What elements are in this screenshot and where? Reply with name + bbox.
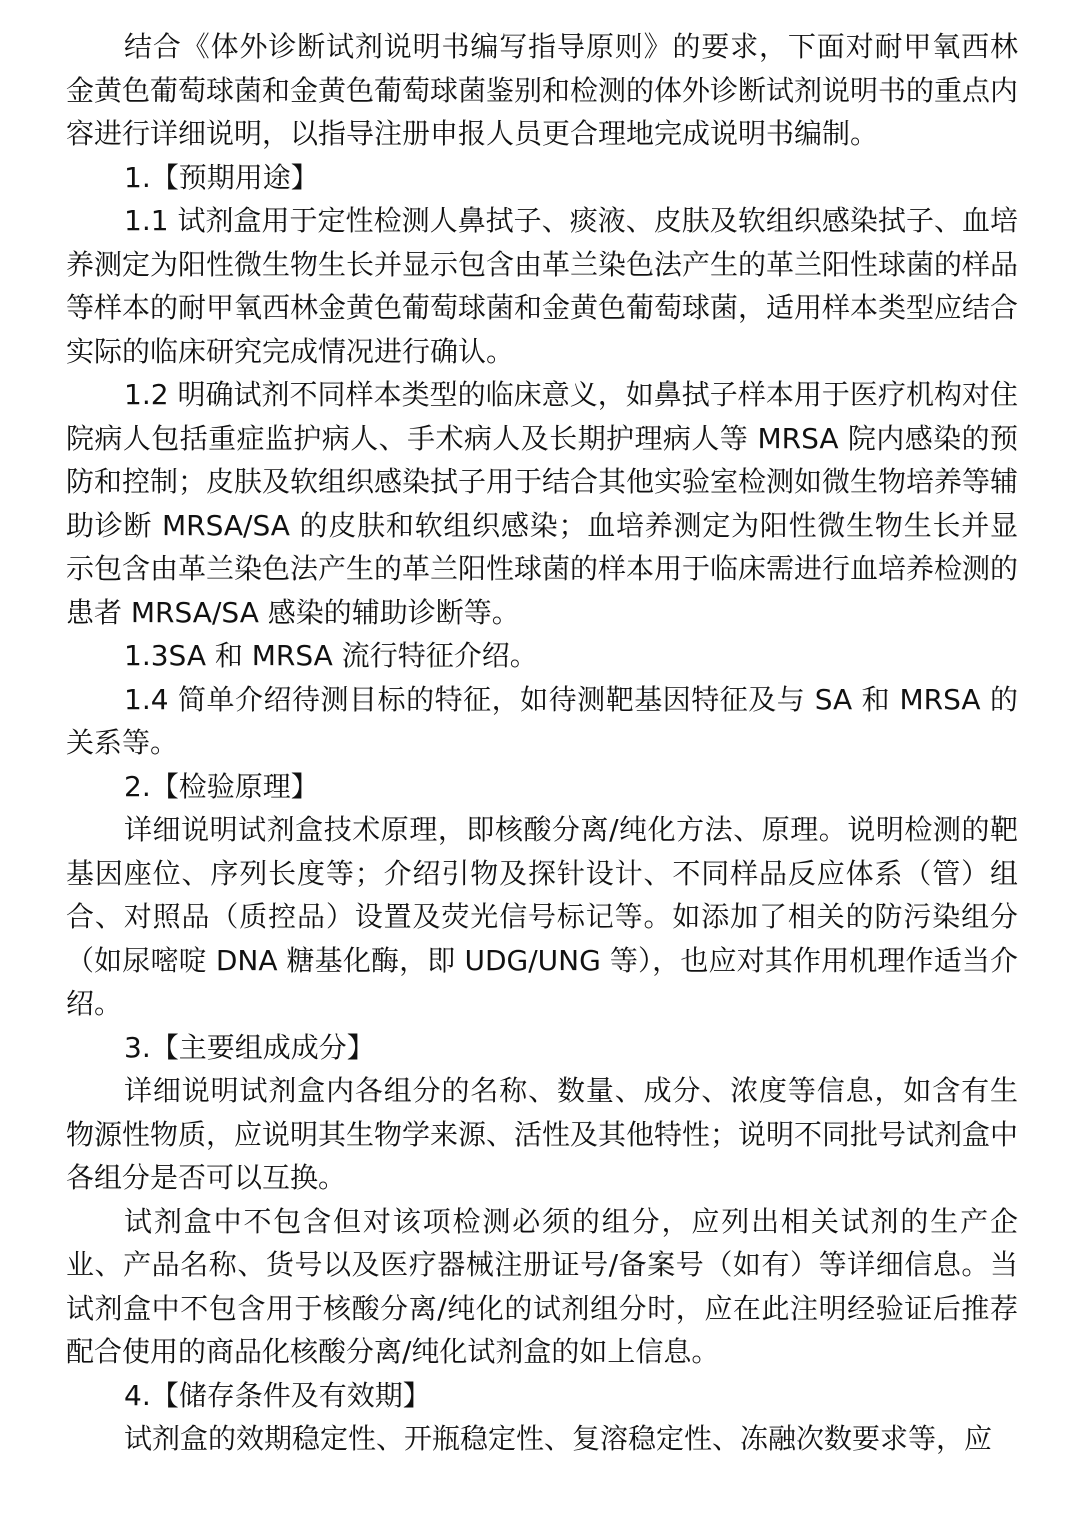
paragraph-1-1: 1.1 试剂盒用于定性检测人鼻拭子、痰液、皮肤及软组织感染拭子、血培养测定为阳性微生物生长并显示包含由革兰染色法产生的革兰阳性球菌的样品等样本的耐甲氧西林金黄色葡萄球菌和金黄色葡萄球菌，适用样本类型应结合实际的临床研究完成情况进行确认。 bbox=[66, 204, 1019, 368]
intro-paragraph: 结合《体外诊断试剂说明书编写指导原则》的要求，下面对耐甲氧西林金黄色葡萄球菌和金黄色葡萄球菌鉴别和检测的体外诊断试剂说明书的重点内容进行详细说明，以指导注册申报人员更合理地完成说明书编制。 bbox=[66, 30, 1019, 150]
paragraph-1-2: 1.2 明确试剂不同样本类型的临床意义，如鼻拭子样本用于医疗机构对住院病人包括重症监护病人、手术病人及长期护理病人等 MRSA 院内感染的预防和控制；皮肤及软组织感染拭子用于结合其他实验室检测如微生物培养等辅助诊断 MRSA/SA 的皮肤和软组织感染；血培养测定为阳性微生物生长并显示包含由革兰染色法产生的革兰阳性球菌的样本用于临床需进行血培养检测的患者 MRSA/SA 感染的辅助诊断等。 bbox=[66, 378, 1019, 629]
paragraph-4-1: 试剂盒的效期稳定性、开瓶稳定性、复溶稳定性、冻融次数要求等，应 bbox=[124, 1422, 993, 1455]
section-heading-storage: 4.【储存条件及有效期】 bbox=[124, 1378, 431, 1412]
document-page bbox=[66, 25, 1018, 1461]
paragraph-2-1: 详细说明试剂盒技术原理，即核酸分离/纯化方法、原理。说明检测的靶基因座位、序列长度等；介绍引物及探针设计、不同样品反应体系（管）组合、对照品（质控品）设置及荧光信号标记等。如添加了相关的防污染组分（如尿嘧啶 DNA 糖基化酶，即 UDG/UNG 等），也应对其作用机理作适当介绍。 bbox=[66, 813, 1018, 1020]
section-heading-intended-use: 1.【预期用途】 bbox=[124, 160, 319, 194]
paragraph-3-1: 详细说明试剂盒内各组分的名称、数量、成分、浓度等信息，如含有生物源性物质，应说明其生物学来源、活性及其他特性；说明不同批号试剂盒中各组分是否可以互换。 bbox=[66, 1074, 1019, 1194]
section-heading-main-components: 3.【主要组成成分】 bbox=[124, 1030, 375, 1064]
paragraph-1-3: 1.3SA 和 MRSA 流行特征介绍。 bbox=[124, 639, 538, 672]
section-heading-test-principle: 2.【检验原理】 bbox=[124, 769, 319, 803]
paragraph-1-4: 1.4 简单介绍待测目标的特征，如待测靶基因特征及与 SA 和 MRSA 的关系等。 bbox=[66, 682, 1018, 759]
paragraph-3-2: 试剂盒中不包含但对该项检测必须的组分，应列出相关试剂的生产企业、产品名称、货号以及医疗器械注册证号/备案号（如有）等详细信息。当试剂盒中不包含用于核酸分离/纯化的试剂组分时，应在此注明经验证后推荐配合使用的商品化核酸分离/纯化试剂盒的如上信息。 bbox=[66, 1204, 1018, 1368]
